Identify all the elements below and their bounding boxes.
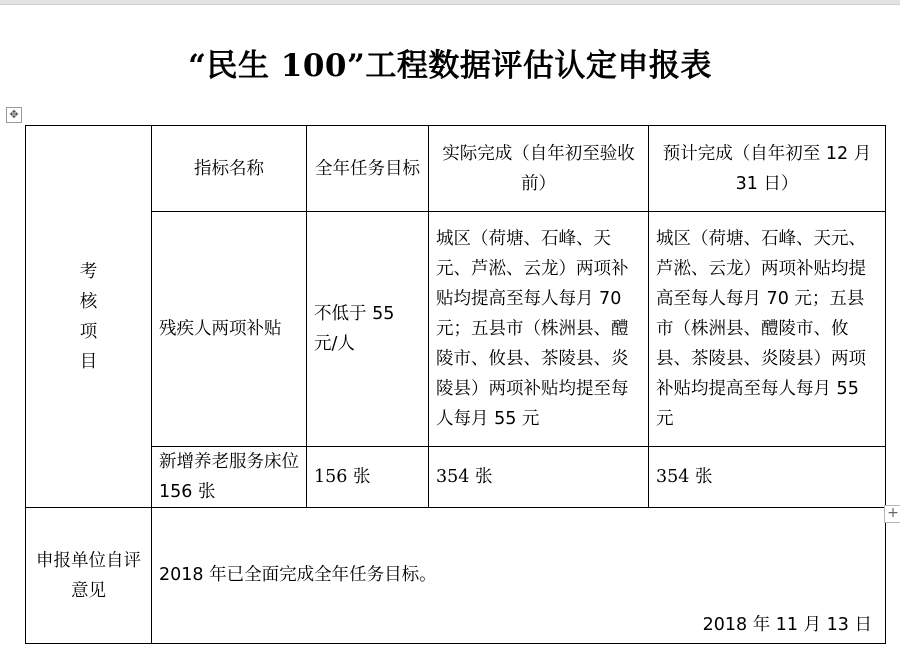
self-eval-content bbox=[152, 508, 886, 644]
self-eval-text: 2018 年已全面完成全年任务目标。 bbox=[159, 565, 437, 585]
application-table bbox=[25, 125, 886, 644]
self-eval-row bbox=[26, 508, 886, 644]
self-eval-label: 申报单位自评意见 bbox=[26, 508, 152, 644]
row-target: 156 张 bbox=[307, 447, 429, 508]
section-label-cell bbox=[26, 126, 152, 508]
table-move-handle-icon[interactable]: ✥ bbox=[6, 107, 22, 123]
table-row bbox=[26, 447, 886, 508]
row-actual: 城区（荷塘、石峰、天元、芦淞、云龙）两项补贴均提高至每人每月 70 元；五县市（株洲县、醴陵市、攸县、茶陵县、炎陵县）两项补贴均提至每人每月 55 元 bbox=[429, 212, 649, 447]
row-actual: 354 张 bbox=[429, 447, 649, 508]
header-annual-target: 全年任务目标 bbox=[307, 126, 429, 212]
header-row bbox=[26, 126, 886, 212]
add-row-plus-icon[interactable]: + bbox=[884, 505, 900, 523]
row-indicator: 残疾人两项补贴 bbox=[152, 212, 307, 447]
self-eval-date: 2018 年 11 月 13 日 bbox=[702, 615, 872, 635]
row-expected: 城区（荷塘、石峰、天元、芦淞、云龙）两项补贴均提高至每人每月 70 元；五县市（株洲县、醴陵市、攸县、茶陵县、炎陵县）两项补贴均提高至每人每月 55 元 bbox=[649, 212, 886, 447]
document-title: “民生 100”工程数据评估认定申报表 bbox=[188, 48, 712, 84]
row-indicator: 新增养老服务床位 156 张 bbox=[152, 447, 307, 508]
row-expected: 354 张 bbox=[649, 447, 886, 508]
table-row bbox=[26, 212, 886, 447]
header-actual: 实际完成（自年初至验收前） bbox=[429, 126, 649, 212]
row-target: 不低于 55 元/人 bbox=[307, 212, 429, 447]
section-label: 考核项目 bbox=[79, 261, 98, 372]
header-indicator: 指标名称 bbox=[152, 126, 307, 212]
header-expected: 预计完成（自年初至 12 月 31 日） bbox=[649, 126, 886, 212]
window-top-strip bbox=[0, 0, 900, 5]
